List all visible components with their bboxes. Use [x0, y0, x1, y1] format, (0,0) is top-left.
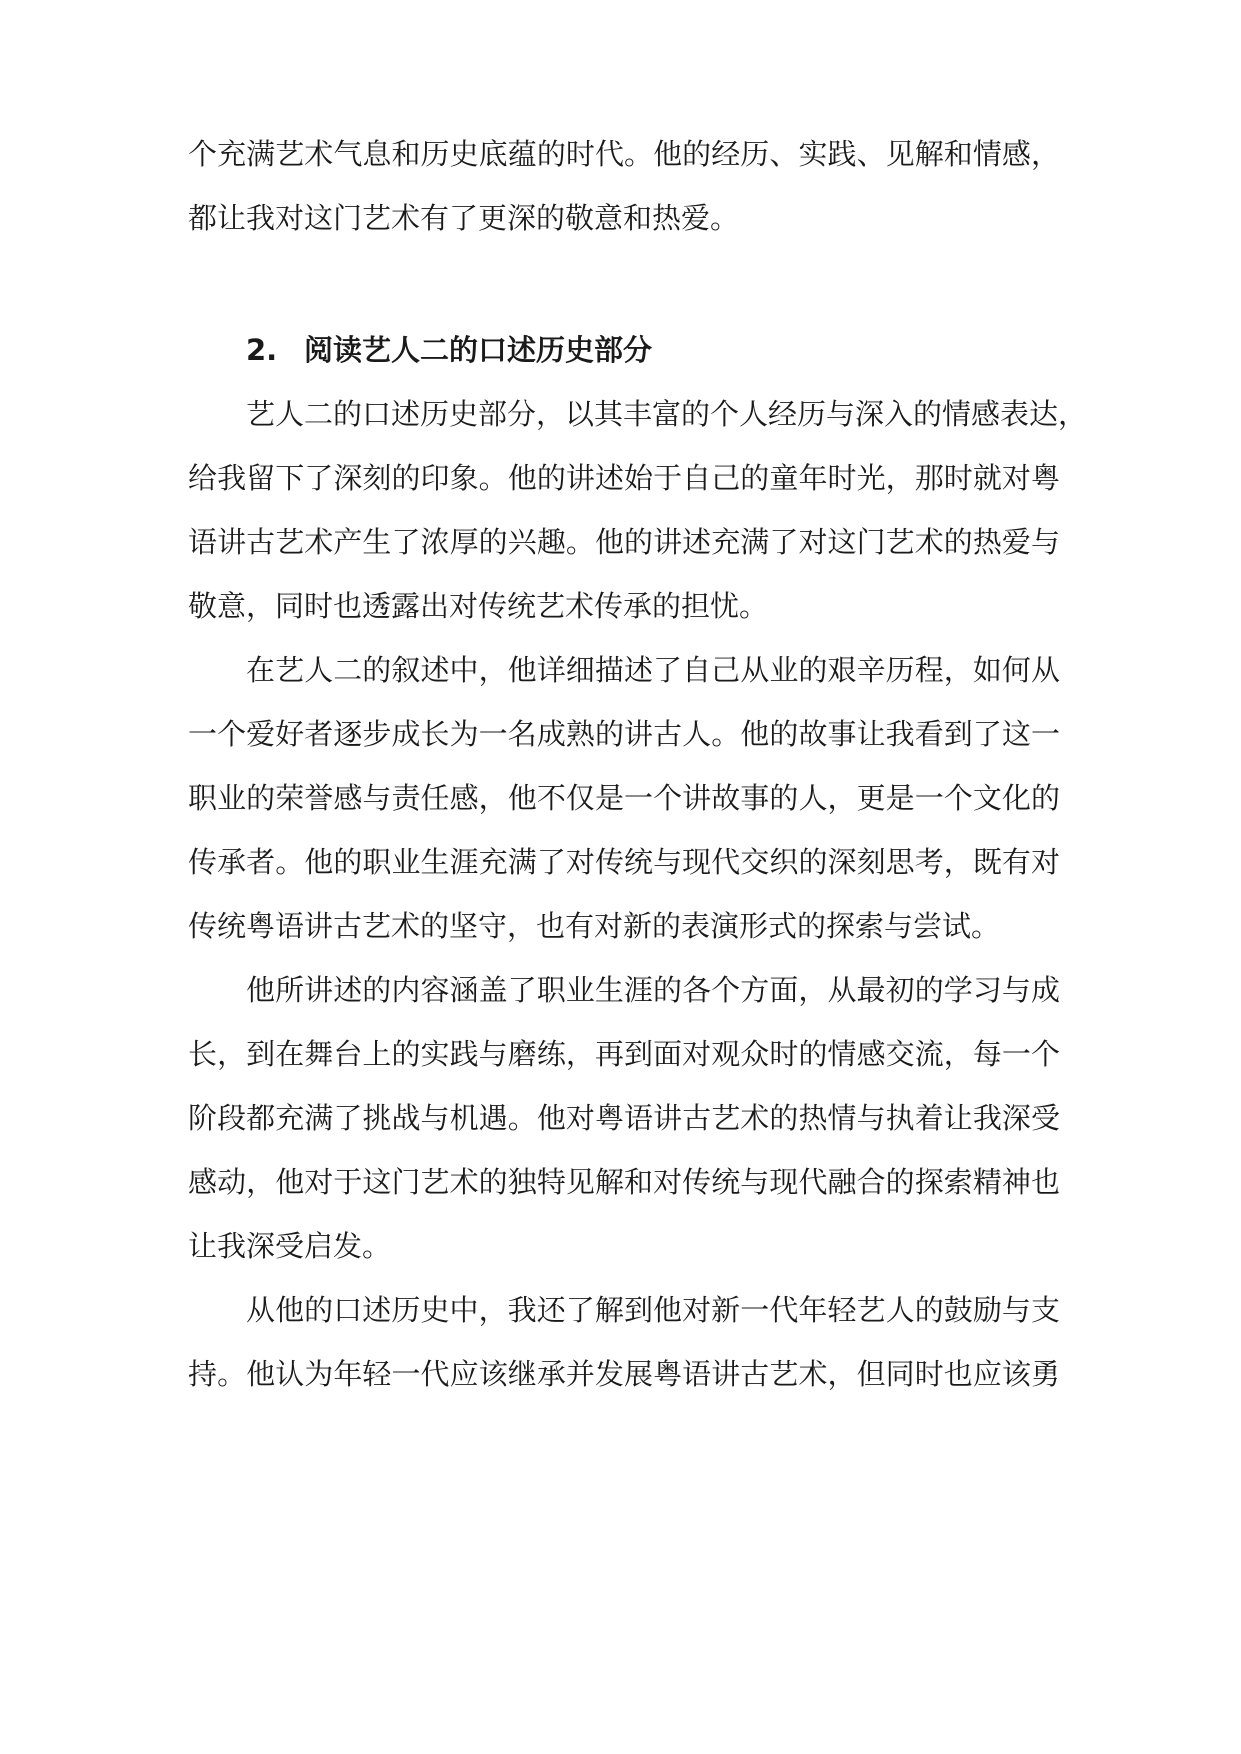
paragraph-1-line-1: 艺人二的口述历史部分，以其丰富的个人经历与深入的情感表达， — [246, 397, 1088, 431]
section-number: 2. — [246, 333, 278, 367]
paragraph-3-line-1: 他所讲述的内容涵盖了职业生涯的各个方面，从最初的学习与成 — [246, 973, 1060, 1007]
paragraph-4-line-1: 从他的口述历史中，我还了解到他对新一代年轻艺人的鼓励与支 — [246, 1293, 1060, 1327]
paragraph-2-line-1: 在艺人二的叙述中，他详细描述了自己从业的艰辛历程，如何从 — [246, 653, 1060, 687]
paragraph-2-line-5: 传统粤语讲古艺术的坚守，也有对新的表演形式的探索与尝试。 — [188, 909, 1001, 943]
paragraph-3-line-2: 长，到在舞台上的实践与磨练，再到面对观众时的情感交流，每一个 — [188, 1037, 1060, 1071]
paragraph-4-line-2: 持。他认为年轻一代应该继承并发展粤语讲古艺术，但同时也应该勇 — [188, 1357, 1060, 1391]
paragraph-3-line-5: 让我深受启发。 — [188, 1229, 392, 1263]
section-title: 阅读艺人二的口述历史部分 — [304, 333, 653, 367]
paragraph-3-line-4: 感动，他对于这门艺术的独特见解和对传统与现代融合的探索精神也 — [188, 1165, 1060, 1199]
paragraph-1-line-4: 敬意，同时也透露出对传统艺术传承的担忧。 — [188, 589, 769, 623]
intro-line-1: 个充满艺术气息和历史底蕴的时代。他的经历、实践、见解和情感， — [188, 137, 1060, 171]
intro-line-2: 都让我对这门艺术有了更深的敬意和热爱。 — [188, 201, 740, 235]
paragraph-1-line-2: 给我留下了深刻的印象。他的讲述始于自己的童年时光，那时就对粤 — [188, 461, 1060, 495]
paragraph-2-line-2: 一个爱好者逐步成长为一名成熟的讲古人。他的故事让我看到了这一 — [188, 717, 1060, 751]
paragraph-3-line-3: 阶段都充满了挑战与机遇。他对粤语讲古艺术的热情与执着让我深受 — [188, 1101, 1060, 1135]
paragraph-2-line-3: 职业的荣誉感与责任感，他不仅是一个讲故事的人，更是一个文化的 — [188, 781, 1060, 815]
paragraph-1-line-3: 语讲古艺术产生了浓厚的兴趣。他的讲述充满了对这门艺术的热爱与 — [188, 525, 1060, 559]
section-heading — [246, 330, 652, 370]
paragraph-2-line-4: 传承者。他的职业生涯充满了对传统与现代交织的深刻思考，既有对 — [188, 845, 1060, 879]
